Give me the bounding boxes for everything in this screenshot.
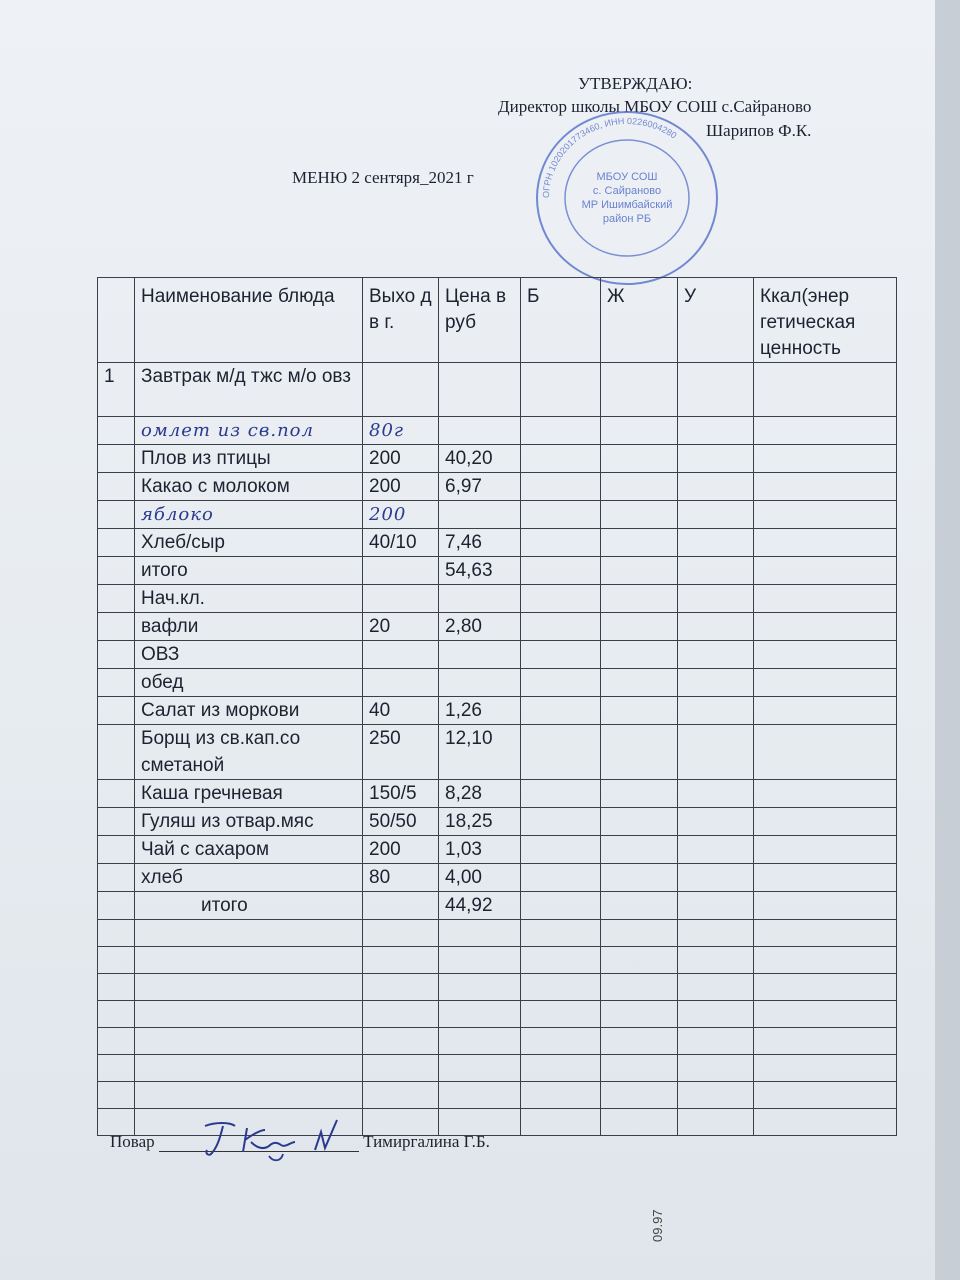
dish-price xyxy=(439,641,521,669)
row-number xyxy=(98,417,135,445)
dish-output xyxy=(363,585,439,613)
protein-cell xyxy=(521,417,601,445)
carbs-cell xyxy=(678,585,754,613)
kcal-cell xyxy=(754,892,897,920)
carbs-cell xyxy=(678,836,754,864)
kcal-cell xyxy=(754,501,897,529)
table-row xyxy=(98,725,897,780)
table-row xyxy=(98,780,897,808)
dish-output xyxy=(363,669,439,697)
kcal-cell xyxy=(754,669,897,697)
empty-cell xyxy=(754,1082,897,1109)
row-number xyxy=(98,641,135,669)
empty-cell xyxy=(678,920,754,947)
row-number xyxy=(98,669,135,697)
empty-cell xyxy=(678,1082,754,1109)
protein-cell xyxy=(521,641,601,669)
col-header-number xyxy=(98,278,135,363)
carbs-cell xyxy=(678,892,754,920)
fat-cell xyxy=(601,725,678,780)
empty-cell xyxy=(754,974,897,1001)
table-row xyxy=(98,864,897,892)
row-number xyxy=(98,808,135,836)
handwritten-signature xyxy=(165,1112,365,1162)
carbs-cell xyxy=(678,697,754,725)
row-number xyxy=(98,585,135,613)
dish-price: 6,97 xyxy=(439,473,521,501)
carbs-cell xyxy=(678,613,754,641)
dish-price: 18,25 xyxy=(439,808,521,836)
empty-cell xyxy=(678,1109,754,1136)
empty-cell xyxy=(754,1001,897,1028)
empty-cell xyxy=(363,947,439,974)
empty-cell xyxy=(601,974,678,1001)
protein-cell xyxy=(521,557,601,585)
empty-cell xyxy=(678,1028,754,1055)
table-row-empty xyxy=(98,1055,897,1082)
protein-cell xyxy=(521,501,601,529)
protein-cell xyxy=(521,864,601,892)
empty-cell xyxy=(439,1082,521,1109)
kcal-cell xyxy=(754,473,897,501)
dish-name: Завтрак м/д тжс м/о овз xyxy=(135,363,363,417)
empty-cell xyxy=(439,1001,521,1028)
protein-cell xyxy=(521,473,601,501)
fat-cell xyxy=(601,501,678,529)
table-row xyxy=(98,417,897,445)
fat-cell xyxy=(601,697,678,725)
kcal-cell xyxy=(754,697,897,725)
row-number xyxy=(98,892,135,920)
kcal-cell xyxy=(754,780,897,808)
empty-cell xyxy=(521,947,601,974)
empty-cell xyxy=(678,947,754,974)
dish-name: итого xyxy=(135,892,363,920)
row-number xyxy=(98,501,135,529)
carbs-cell xyxy=(678,669,754,697)
table-row-empty xyxy=(98,920,897,947)
row-number xyxy=(98,864,135,892)
protein-cell xyxy=(521,697,601,725)
table-row-empty xyxy=(98,1028,897,1055)
kcal-cell xyxy=(754,417,897,445)
empty-cell xyxy=(98,1028,135,1055)
empty-cell xyxy=(98,1001,135,1028)
table-row-empty xyxy=(98,947,897,974)
dish-price xyxy=(439,669,521,697)
carbs-cell xyxy=(678,864,754,892)
kcal-cell xyxy=(754,445,897,473)
empty-cell xyxy=(135,920,363,947)
table-row xyxy=(98,697,897,725)
fat-cell xyxy=(601,585,678,613)
empty-cell xyxy=(521,1082,601,1109)
protein-cell xyxy=(521,725,601,780)
school-stamp xyxy=(532,108,722,288)
approval-director: Директор школы МБОУ СОШ с.Сайраново xyxy=(498,97,812,116)
dish-output: 200 xyxy=(363,501,439,529)
dish-name: Какао с молоком xyxy=(135,473,363,501)
carbs-cell xyxy=(678,780,754,808)
approval-heading: УТВЕРЖДАЮ: xyxy=(578,74,693,93)
kcal-cell xyxy=(754,725,897,780)
empty-cell xyxy=(521,920,601,947)
empty-cell xyxy=(521,1001,601,1028)
row-number xyxy=(98,780,135,808)
row-number xyxy=(98,529,135,557)
empty-cell xyxy=(601,947,678,974)
dish-name: итого xyxy=(135,557,363,585)
dish-output xyxy=(363,892,439,920)
empty-cell xyxy=(135,1082,363,1109)
col-header-kcal: Ккал(энер гетическая ценность xyxy=(754,278,897,363)
dish-output: 250 xyxy=(363,725,439,780)
table-row xyxy=(98,445,897,473)
fat-cell xyxy=(601,780,678,808)
fat-cell xyxy=(601,613,678,641)
empty-cell xyxy=(521,1055,601,1082)
row-number xyxy=(98,725,135,780)
empty-cell xyxy=(135,1055,363,1082)
dish-output xyxy=(363,363,439,417)
empty-cell xyxy=(601,1109,678,1136)
kcal-cell xyxy=(754,529,897,557)
empty-cell xyxy=(98,1055,135,1082)
dish-name: Чай с сахаром xyxy=(135,836,363,864)
dish-name: ОВЗ xyxy=(135,641,363,669)
dish-output xyxy=(363,557,439,585)
table-row xyxy=(98,363,897,417)
dish-output: 20 xyxy=(363,613,439,641)
fat-cell xyxy=(601,836,678,864)
table-row xyxy=(98,641,897,669)
row-number xyxy=(98,473,135,501)
dish-name: Хлеб/сыр xyxy=(135,529,363,557)
fat-cell xyxy=(601,445,678,473)
dish-name: Каша гречневая xyxy=(135,780,363,808)
empty-cell xyxy=(754,920,897,947)
col-header-carbs: У xyxy=(678,278,754,363)
col-header-dish: Наименование блюда xyxy=(135,278,363,363)
col-header-price: Цена в руб xyxy=(439,278,521,363)
kcal-cell xyxy=(754,557,897,585)
empty-cell xyxy=(754,1109,897,1136)
empty-cell xyxy=(363,974,439,1001)
dish-price xyxy=(439,417,521,445)
dish-output: 200 xyxy=(363,473,439,501)
table-row xyxy=(98,808,897,836)
empty-cell xyxy=(439,1055,521,1082)
fat-cell xyxy=(601,864,678,892)
table-row xyxy=(98,557,897,585)
table-row xyxy=(98,473,897,501)
carbs-cell xyxy=(678,363,754,417)
carbs-cell xyxy=(678,725,754,780)
protein-cell xyxy=(521,669,601,697)
protein-cell xyxy=(521,529,601,557)
stamp-line: МБОУ СОШ xyxy=(596,171,658,183)
empty-cell xyxy=(98,974,135,1001)
col-header-protein: Б xyxy=(521,278,601,363)
carbs-cell xyxy=(678,417,754,445)
empty-cell xyxy=(521,974,601,1001)
table-row xyxy=(98,892,897,920)
dish-output: 50/50 xyxy=(363,808,439,836)
fat-cell xyxy=(601,363,678,417)
carbs-cell xyxy=(678,529,754,557)
fat-cell xyxy=(601,808,678,836)
menu-title: МЕНЮ 2 сентяря_2021 г xyxy=(292,168,474,187)
fat-cell xyxy=(601,417,678,445)
table-row xyxy=(98,836,897,864)
empty-cell xyxy=(363,1082,439,1109)
kcal-cell xyxy=(754,613,897,641)
row-number xyxy=(98,697,135,725)
kcal-cell xyxy=(754,808,897,836)
dish-price: 40,20 xyxy=(439,445,521,473)
dish-price: 54,63 xyxy=(439,557,521,585)
empty-cell xyxy=(754,1028,897,1055)
empty-cell xyxy=(601,1055,678,1082)
protein-cell xyxy=(521,585,601,613)
table-row xyxy=(98,529,897,557)
table-row-empty xyxy=(98,1001,897,1028)
empty-cell xyxy=(754,1055,897,1082)
table-row xyxy=(98,669,897,697)
carbs-cell xyxy=(678,808,754,836)
dish-name: Салат из моркови xyxy=(135,697,363,725)
stamp-line: МР Ишимбайский xyxy=(581,199,673,211)
row-number: 1 xyxy=(98,363,135,417)
fat-cell xyxy=(601,557,678,585)
dish-name: яблоко xyxy=(135,501,363,529)
dish-name: омлет из св.пол xyxy=(135,417,363,445)
dish-output: 200 xyxy=(363,445,439,473)
protein-cell xyxy=(521,363,601,417)
empty-cell xyxy=(98,920,135,947)
dish-output: 40/10 xyxy=(363,529,439,557)
protein-cell xyxy=(521,780,601,808)
empty-cell xyxy=(678,974,754,1001)
fat-cell xyxy=(601,641,678,669)
empty-cell xyxy=(754,947,897,974)
dish-output: 40 xyxy=(363,697,439,725)
empty-cell xyxy=(678,1001,754,1028)
kcal-cell xyxy=(754,641,897,669)
table-row xyxy=(98,585,897,613)
carbs-cell xyxy=(678,473,754,501)
row-number xyxy=(98,836,135,864)
empty-cell xyxy=(98,947,135,974)
empty-cell xyxy=(601,1082,678,1109)
row-number xyxy=(98,557,135,585)
empty-cell xyxy=(363,1055,439,1082)
dish-output: 80 xyxy=(363,864,439,892)
col-header-fat: Ж xyxy=(601,278,678,363)
dish-price: 12,10 xyxy=(439,725,521,780)
dish-output xyxy=(363,641,439,669)
empty-cell xyxy=(439,947,521,974)
empty-cell xyxy=(521,1028,601,1055)
protein-cell xyxy=(521,892,601,920)
stamp-line: с. Сайраново xyxy=(592,185,662,197)
dish-price xyxy=(439,501,521,529)
carbs-cell xyxy=(678,445,754,473)
dish-output: 150/5 xyxy=(363,780,439,808)
empty-cell xyxy=(135,974,363,1001)
empty-cell xyxy=(439,974,521,1001)
stamp-line: район РБ xyxy=(602,213,652,225)
fat-cell xyxy=(601,892,678,920)
dish-price xyxy=(439,585,521,613)
dish-name: Борщ из св.кап.со сметаной xyxy=(135,725,363,780)
dish-price: 2,80 xyxy=(439,613,521,641)
dish-price: 4,00 xyxy=(439,864,521,892)
fat-cell xyxy=(601,669,678,697)
dish-price xyxy=(439,363,521,417)
dish-name: обед xyxy=(135,669,363,697)
kcal-cell xyxy=(754,864,897,892)
empty-cell xyxy=(363,1028,439,1055)
dish-price: 1,03 xyxy=(439,836,521,864)
protein-cell xyxy=(521,836,601,864)
dish-price: 7,46 xyxy=(439,529,521,557)
empty-cell xyxy=(678,1055,754,1082)
empty-cell xyxy=(135,947,363,974)
table-row xyxy=(98,613,897,641)
dish-output: 80г xyxy=(363,417,439,445)
dish-name: вафли xyxy=(135,613,363,641)
kcal-cell xyxy=(754,363,897,417)
row-number xyxy=(98,613,135,641)
background-edge xyxy=(935,0,960,1280)
empty-cell xyxy=(98,1082,135,1109)
empty-cell xyxy=(601,920,678,947)
table-header-row xyxy=(98,278,897,363)
empty-cell xyxy=(363,920,439,947)
dish-name: хлеб xyxy=(135,864,363,892)
kcal-cell xyxy=(754,836,897,864)
carbs-cell xyxy=(678,557,754,585)
dish-name: Плов из птицы xyxy=(135,445,363,473)
protein-cell xyxy=(521,445,601,473)
dish-price: 8,28 xyxy=(439,780,521,808)
menu-table xyxy=(97,277,897,1136)
empty-cell xyxy=(439,920,521,947)
stamp-ring-text: ОГРН 1020201773460, ИНН 0226004280 xyxy=(540,115,679,199)
empty-cell xyxy=(601,1001,678,1028)
empty-cell xyxy=(135,1001,363,1028)
edge-number: 09.97 xyxy=(650,1209,665,1242)
cook-name: Тимиргалина Г.Б. xyxy=(363,1132,490,1151)
fat-cell xyxy=(601,529,678,557)
protein-cell xyxy=(521,808,601,836)
protein-cell xyxy=(521,613,601,641)
kcal-cell xyxy=(754,585,897,613)
cook-label: Повар xyxy=(110,1132,155,1151)
dish-name: Гуляш из отвар.мяс xyxy=(135,808,363,836)
empty-cell xyxy=(601,1028,678,1055)
col-header-output: Выхо д в г. xyxy=(363,278,439,363)
dish-price: 1,26 xyxy=(439,697,521,725)
row-number xyxy=(98,445,135,473)
fat-cell xyxy=(601,473,678,501)
carbs-cell xyxy=(678,641,754,669)
table-row-empty xyxy=(98,1082,897,1109)
empty-cell xyxy=(135,1028,363,1055)
dish-price: 44,92 xyxy=(439,892,521,920)
empty-cell xyxy=(363,1001,439,1028)
empty-cell xyxy=(521,1109,601,1136)
carbs-cell xyxy=(678,501,754,529)
dish-output: 200 xyxy=(363,836,439,864)
approval-name: Шарипов Ф.К. xyxy=(706,121,812,140)
table-row-empty xyxy=(98,974,897,1001)
empty-cell xyxy=(439,1028,521,1055)
dish-name: Нач.кл. xyxy=(135,585,363,613)
table-row xyxy=(98,501,897,529)
